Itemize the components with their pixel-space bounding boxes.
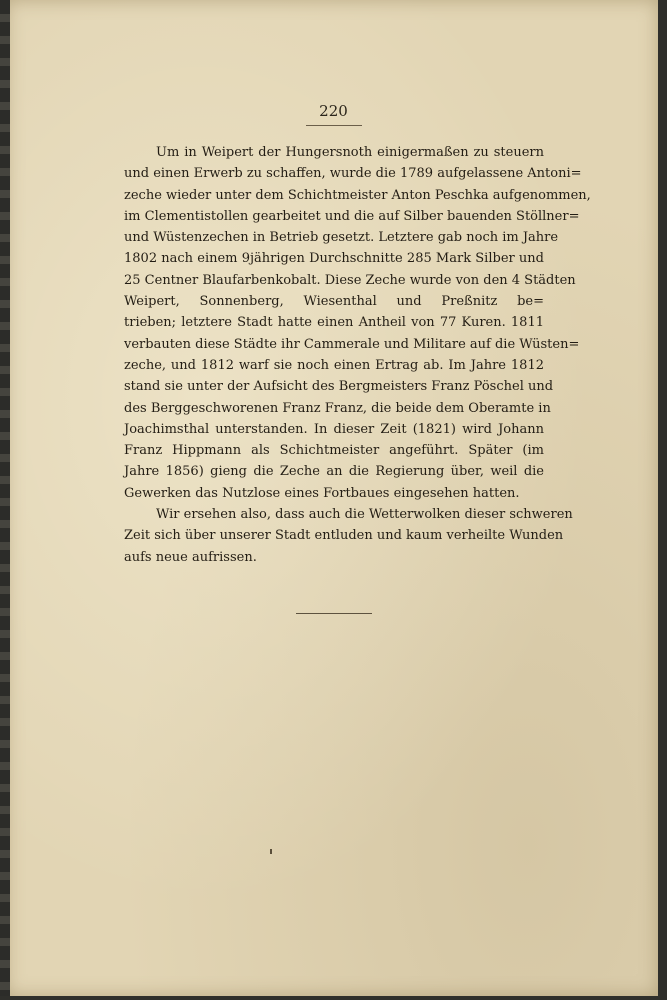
- page-right-edge: [658, 0, 667, 1000]
- text-line: trieben; letztere Stadt hatte einen Antheil von 77 Kuren. 1811: [124, 315, 544, 331]
- page-left-edge: [0, 0, 10, 996]
- text-line: im Clementistollen gearbeitet und die auf Silber bauenden Stöllner=: [124, 208, 580, 224]
- page-bottom-edge: [0, 996, 667, 1000]
- body-text: [124, 142, 591, 568]
- text-line: Weipert, Sonnenberg, Wiesenthal und Preßnitz be=: [124, 294, 544, 310]
- paragraph-1: [124, 142, 591, 504]
- page-number-rule: [306, 125, 362, 126]
- text-line: Franz Hippmann als Schichtmeister angeführt. Später (im: [124, 443, 544, 459]
- text-line: des Berggeschworenen Franz Franz, die beide dem Oberamte in: [124, 400, 551, 416]
- text-line: Jahre 1856) gieng die Zeche an die Regierung über, weil die: [124, 464, 544, 480]
- text-line: Wir ersehen also, dass auch die Wetterwolken dieser schweren: [156, 507, 573, 523]
- text-line: 1802 nach einem 9jährigen Durchschnitte 285 Mark Silber und: [124, 251, 544, 267]
- text-line: verbauten diese Städte ihr Cammerale und Militare auf die Wüsten=: [124, 336, 580, 352]
- text-line: zeche wieder unter dem Schichtmeister Anton Peschka aufgenommen,: [124, 187, 591, 203]
- page-number: 220: [319, 102, 348, 120]
- text-line: 25 Centner Blaufarbenkobalt. Diese Zeche wurde von den 4 Städten: [124, 272, 576, 288]
- ink-speck: [270, 849, 272, 854]
- text-line: Zeit sich über unserer Stadt entluden und kaum verheilte Wunden: [124, 528, 564, 544]
- text-line: Um in Weipert der Hungersnoth einigermaßen zu steuern: [156, 145, 544, 160]
- text-line: zeche, und 1812 warf sie noch einen Ertrag ab. Im Jahre 1812: [124, 357, 544, 373]
- text-line: stand sie unter der Aufsicht des Bergmeisters Franz Pöschel und: [124, 379, 554, 395]
- end-rule: [296, 613, 372, 614]
- text-line: und einen Erwerb zu schaffen, wurde die 1789 aufgelassene Antoni=: [124, 166, 582, 182]
- text-line: Gewerken das Nutzlose eines Fortbaues eingesehen hatten.: [124, 485, 520, 501]
- text-line: Joachimsthal unterstanden. In dieser Zeit (1821) wird Johann: [124, 421, 544, 437]
- paragraph-2: [124, 504, 573, 568]
- text-line: aufs neue aufrissen.: [124, 549, 257, 565]
- text-line: und Wüstenzechen in Betrieb gesetzt. Letztere gab noch im Jahre: [124, 230, 559, 246]
